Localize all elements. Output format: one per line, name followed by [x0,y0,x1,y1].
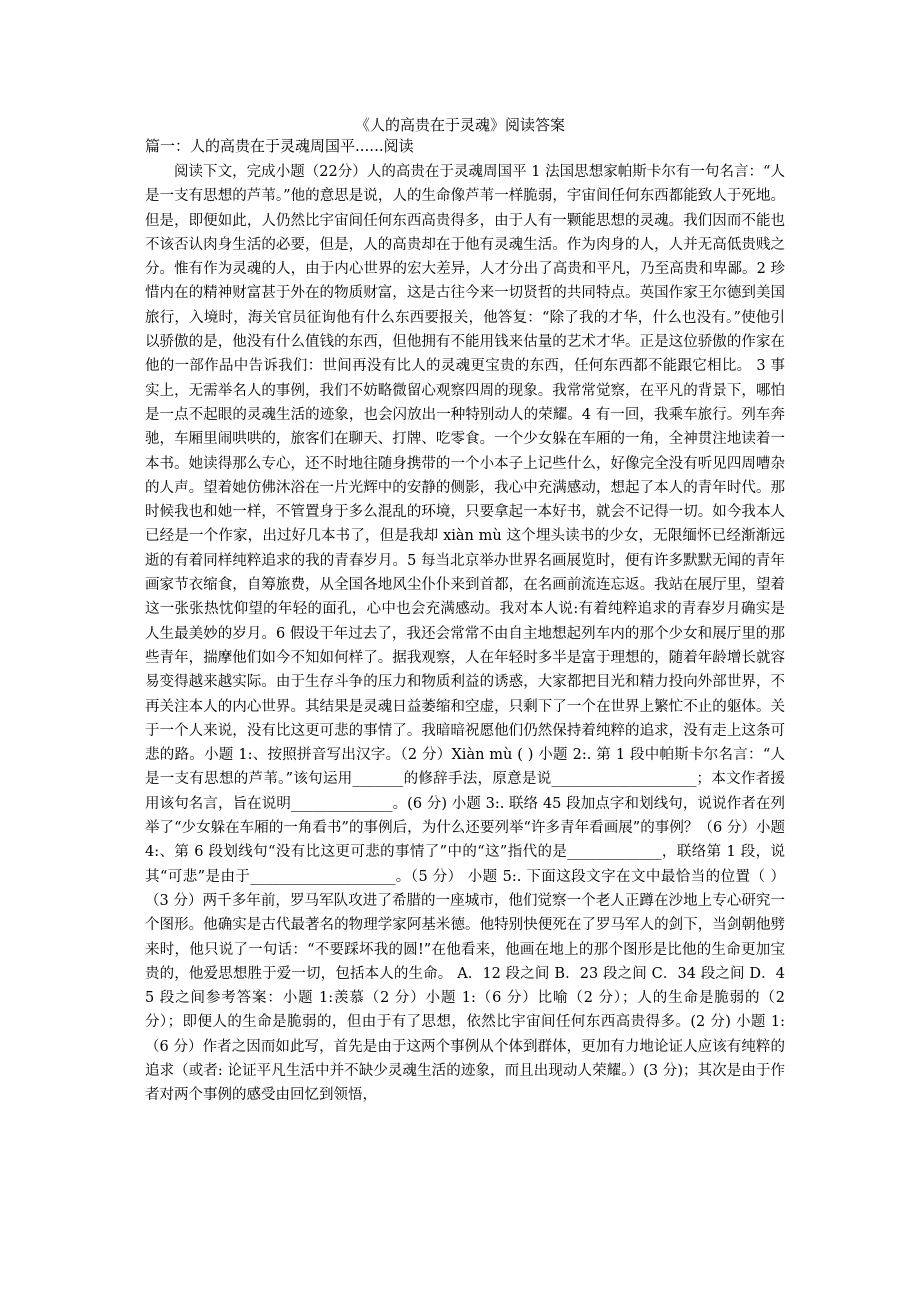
document-body: 阅读下文，完成小题（22分）人的高贵在于灵魂周国平 1 法国思想家帕斯卡尔有一句名言：“人是一支有思想的芦苇。”他的意思是说，人的生命像芦苇一样脆弱，宇宙间任何东西都能致人于死地。但是，即便如此，人仍然比宇宙间任何东西高贵得多，由于人有一颗能思想的灵魂。我们因而不能也不该否认肉身生活的必要，但是，人的高贵却在于他有灵魂生活。作为肉身的人，人并无高低贵贱之分。惟有作为灵魂的人，由于内心世界的宏大差异，人才分出了高贵和平凡，乃至高贵和卑鄙。2 珍惜内在的精神财富甚于外在的物质财富，这是古往今来一切贤哲的共同特点。英国作家王尔德到美国旅行，入境时，海关官员征询他有什么东西要报关，他答复：“除了我的才华，什么也没有。”使他引以骄傲的是，他没有什么值钱的东西，但他拥有不能用钱来估量的艺术才华。正是这位骄傲的作家在他的一部作品中告诉我们：世间再没有比人的灵魂更宝贵的东西，任何东西都不能跟它相比。 3 事实上，无需举名人的事例，我们不妨略微留心观察四周的现象。我常常觉察，在平凡的背景下，哪怕是一点不起眼的灵魂生活的迹象，也会闪放出一种特别动人的荣耀。4 有一回，我乘车旅行。列车奔驰，车厢里闹哄哄的，旅客们在聊天、打牌、吃零食。一个少女躲在车厢的一角，全神贯注地读着一本书。她读得那么专心，还不时地往随身携带的一个小本子上记些什么，好像完全没有听见四周嘈杂的人声。望着她仿佛沐浴在一片光辉中的安静的侧影，我心中充满感动，想起了本人的青年时代。那时候我也和她一样，不管置身于多么混乱的环境，只要拿起一本好书，就会不记得一切。如今我本人已经是一个作家，出过好几本书了，但是我却 xiàn mù 这个埋头读书的少女，无限缅怀已经渐渐远逝的有着同样纯粹追求的我的青春岁月。5 每当北京举办世界名画展览时，便有许多默默无闻的青年画家节衣缩食，自筹旅费，从全国各地风尘仆仆来到首都，在名画前流连忘返。我站在展厅里，望着这一张张热忱仰望的年轻的面孔，心中也会充满感动。我对本人说:有着纯粹追求的青春岁月确实是人生最美妙的岁月。6 假设干年过去了，我还会常常不由自主地想起列车内的那个少女和展厅里的那些青年，揣摩他们如今不知如何样了。据我观察，人在年轻时多半是富于理想的，随着年龄增长就容易变得越来越实际。由于生存斗争的压力和物质利益的诱惑，大家都把目光和精力投向外部世界，不再关注本人的内心世界。其结果是灵魂日益萎缩和空虚，只剩下了一个在世界上繁忙不止的躯体。关于一个人来说，没有比这更可悲的事情了。我暗暗祝愿他们仍然保持着纯粹的追求，没有走上这条可悲的路。小题 1:、按照拼音写出汉字。（2 分）Xiàn mù ( ) 小题 2:. 第 1 段中帕斯卡尔名言：“人是一支有思想的芦苇。”该句运用_______的修辞手法，原意是说____________________；本文作者援用该句名言，旨在说明______________。(6 分) 小题 3:. 联络 45 段加点字和划线句，说说作者在列举了“少女躲在车厢的一角看书”的事例后，为什么还要列举“许多青年看画展”的事例？（6 分）小题 4:、第 6 段划线句“没有比这更可悲的事情了”中的“这”指代的是_____________，联络第 1 段，说其“可悲”是由于____________________。（5 分） 小题 5:. 下面这段文字在文中最恰当的位置（ ）（3 分）两千多年前，罗马军队攻进了希腊的一座城市，他们觉察一个老人正蹲在沙地上专心研究一个图形。他确实是古代最著名的物理学家阿基米德。他特别快便死在了罗马军人的剑下，当剑朝他劈来时，他只说了一句话：“不要踩坏我的圆!”在他看来，他画在地上的那个图形是比他的生命更加宝贵的，他爱思想胜于爱一切，包括本人的生命。 A．12 段之间 B．23 段之间 C．34 段之间 D．45 段之间参考答案：小题 1:羡慕（2 分）小题 1:（6 分）比喻（2 分）；人的生命是脆弱的（2 分）；即便人的生命是脆弱的，但由于有了思想，依然比宇宙间任何东西高贵得多。(2 分) 小题 1:（6 分）作者之因而如此写，首先是由于这两个事例从个体到群体，更加有力地论证人应该有纯粹的追求（或者: 论证平凡生活中并不缺少灵魂生活的迹象，而且出现动人荣耀。）(3 分)；其次是由于作者对两个事例的感受由回忆到领悟， [145,164,785,1104]
document-title: 《人的高贵在于灵魂》阅读答案 [354,116,565,134]
document-subtitle: 篇一：人的高贵在于灵魂周国平......阅读 [145,137,414,155]
